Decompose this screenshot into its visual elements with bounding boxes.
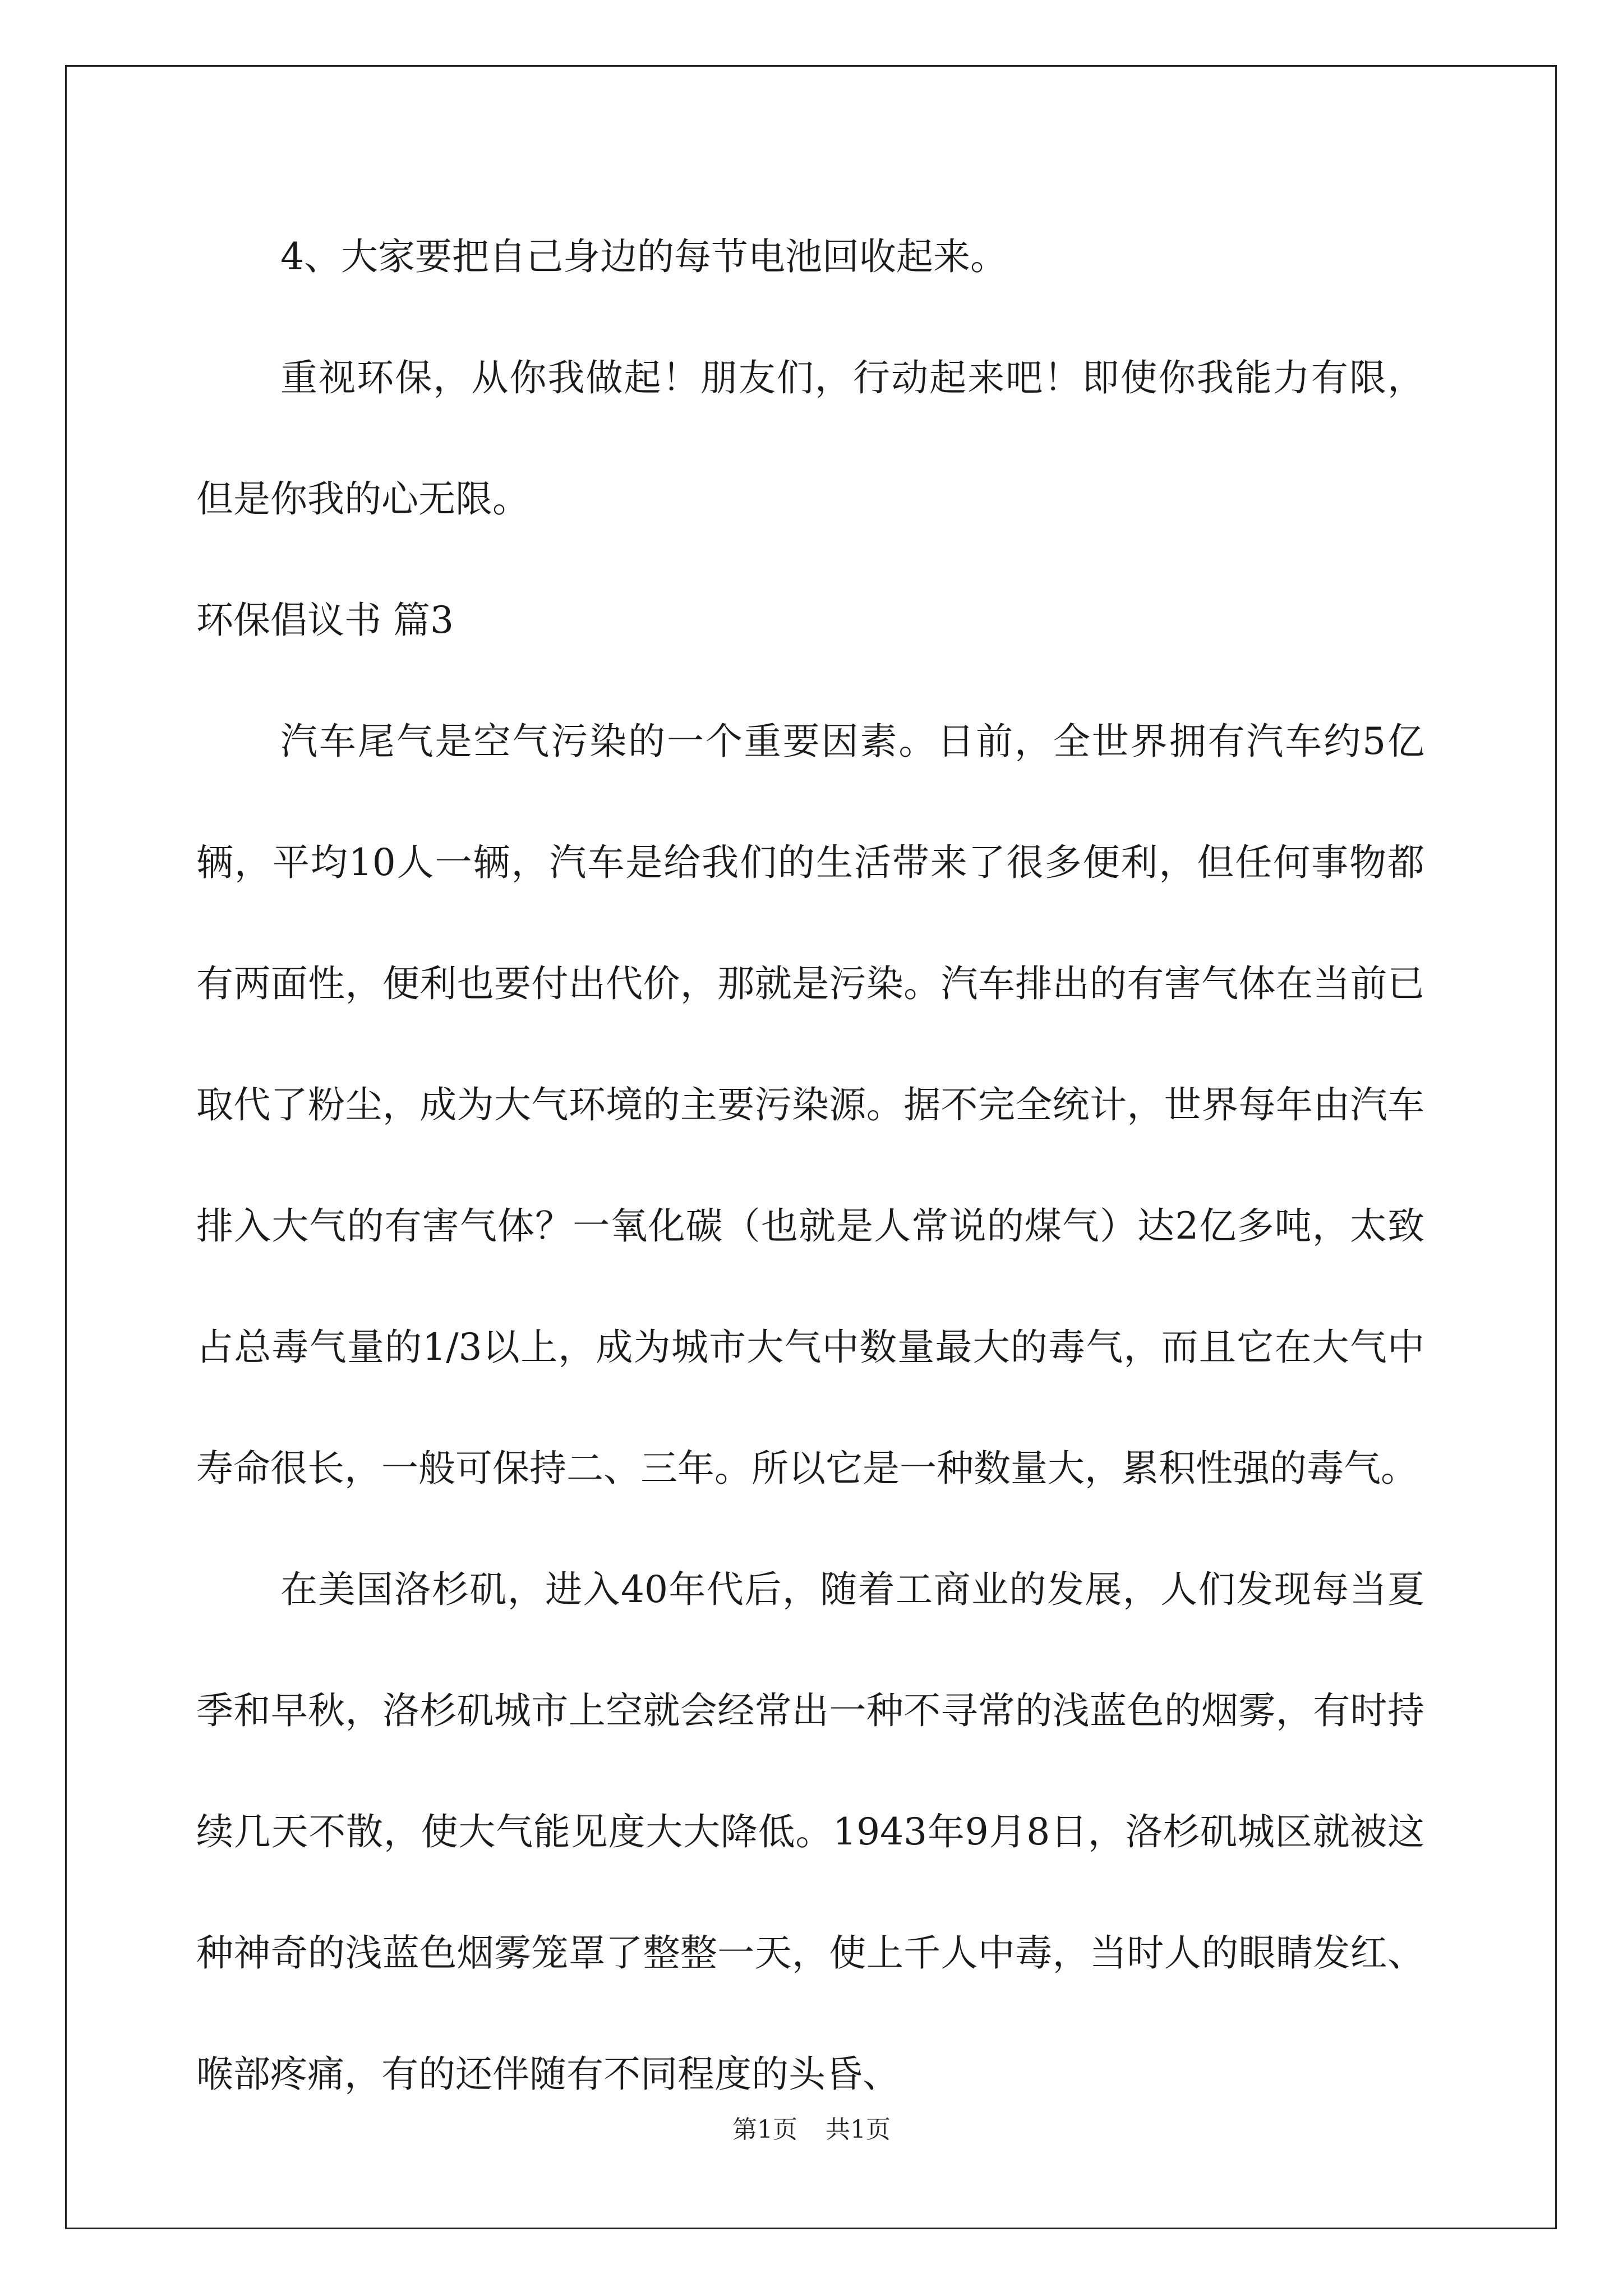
paragraph-los-angeles-smog: 在美国洛杉矶，进入40年代后，随着工商业的发展，人们发现每当夏季和早秋，洛杉矶城市上空就会经常出一种不寻常的浅蓝色的烟雾，有时持续几天不散，使大气能见度大大降低。1943年9月8日，洛杉矶城区就被这种神奇的浅蓝色烟雾笼罩了整整一天，使上千人中毒，当时人的眼睛发红、喉部疼痛，有的还伴随有不同程度的头昏、 [196,1568,1424,2096]
paragraph-car-exhaust: 汽车尾气是空气污染的一个重要因素。日前，全世界拥有汽车约5亿辆，平均10人一辆，汽车是给我们的生活带来了很多便利，但任何事物都有两面性，便利也要付出代价，那就是污染。汽车排出的有害气体在当前已取代了粉尘，成为大气环境的主要污染源。据不完全统计，世界每年由汽车排入大气的有害气体？一氧化碳（也就是人常说的煤气）达2亿多吨，太致占总毒气量的1/3以上，成为城市大气中数量最大的毒气，而且它在大气中寿命很长，一般可保持二、三年。所以它是一种数量大，累积性强的毒气。 [196,720,1424,1490]
paragraph-battery-recycling: 4、大家要把自己身边的每节电池回收起来。 [280,235,1007,278]
page-footer [0,2109,1623,2145]
page-number: 第1页 [732,2115,797,2144]
document-body [196,196,1424,2135]
section-heading: 环保倡议书 篇3 [196,599,454,642]
page-total: 共1页 [826,2115,891,2144]
paragraph-call-to-action: 重视环保，从你我做起！朋友们，行动起来吧！即使你我能力有限，但是你我的心无限。 [196,356,1424,521]
